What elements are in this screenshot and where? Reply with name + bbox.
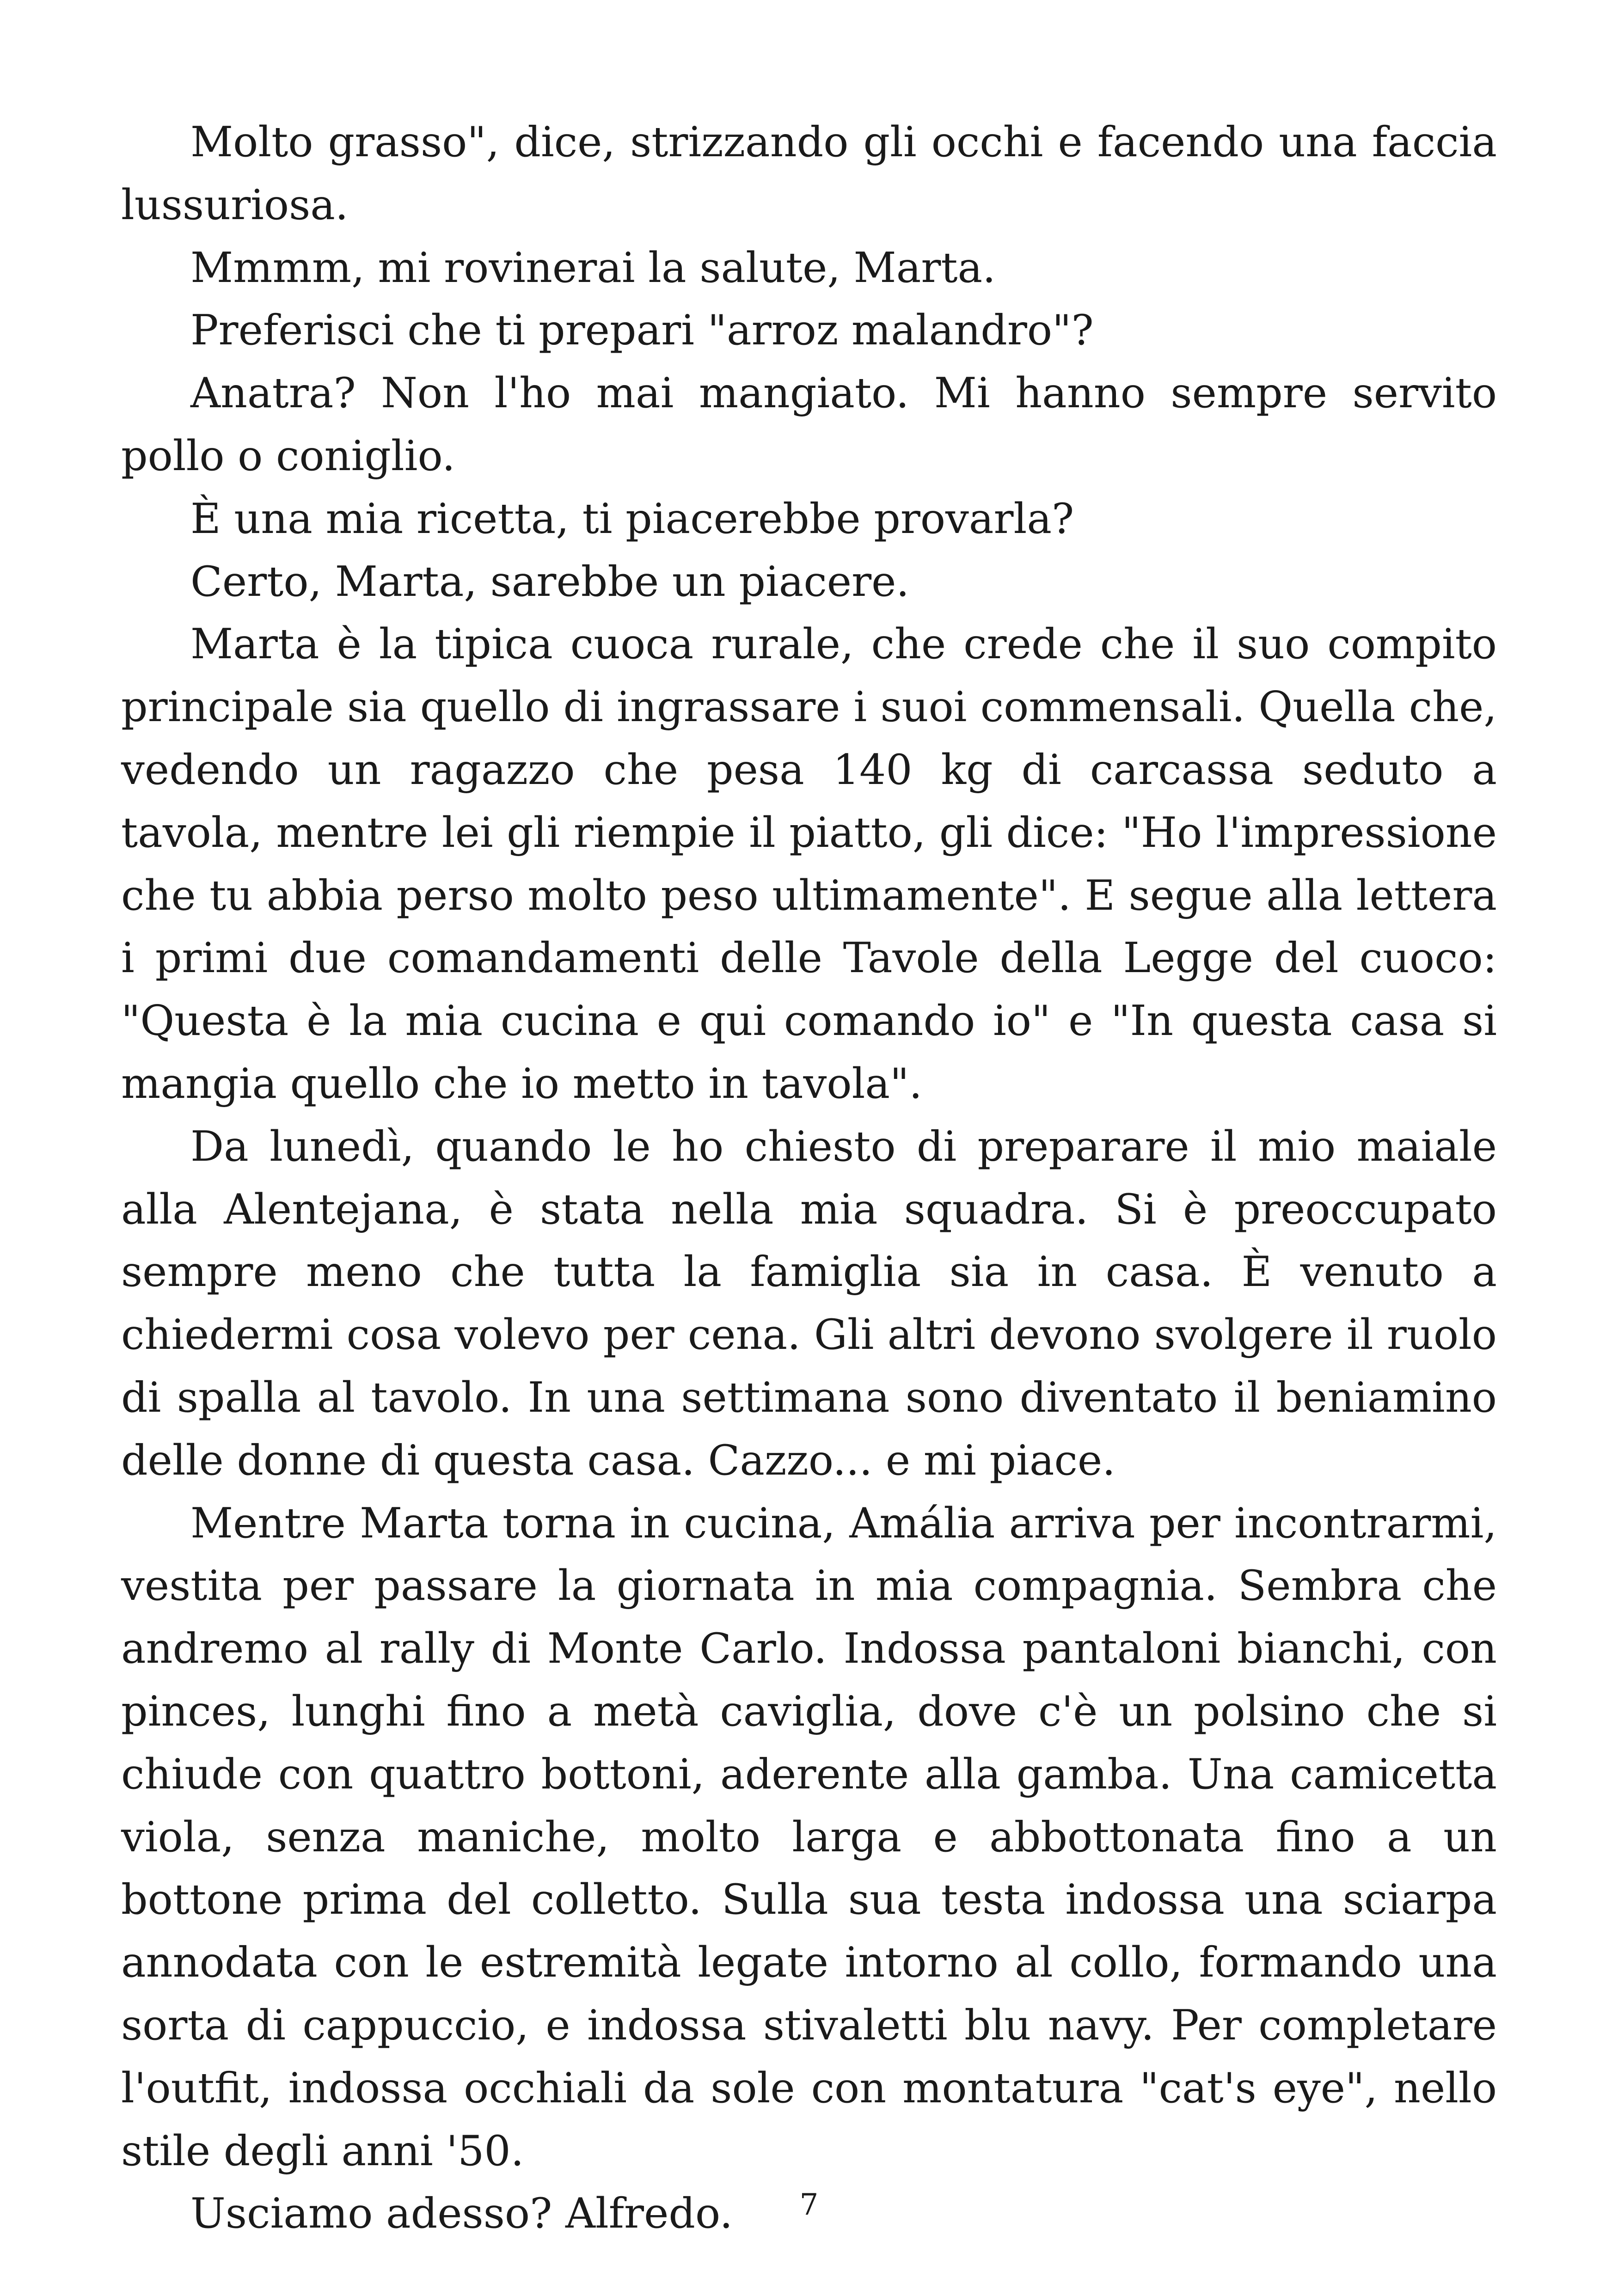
paragraph: Da lunedì, quando le ho chiesto di preparare il mio maiale alla Alentejana, è stata nella mia squadra. Si è preoccupato sempre meno che tutta la famiglia sia in casa. È venuto a chiedermi cosa volevo per cena. Gli altri devono svolgere il ruolo di spalla al tavolo. In una settimana sono diventato il beniamino delle donne di questa casa. Cazzo... e mi piace. bbox=[121, 1122, 1497, 1485]
paragraph: Anatra? Non l'ho mai mangiato. Mi hanno sempre servito pollo o coniglio. bbox=[121, 369, 1497, 480]
paragraph: Usciamo adesso? Alfredo. bbox=[190, 2189, 733, 2238]
page-body bbox=[121, 111, 1497, 2245]
paragraph: È una mia ricetta, ti piacerebbe provarla? bbox=[190, 494, 1074, 543]
paragraph: Mmmm, mi rovinerai la salute, Marta. bbox=[190, 243, 996, 292]
paragraph: Molto grasso", dice, strizzando gli occhi e facendo una faccia lussuriosa. bbox=[121, 118, 1497, 229]
paragraph: Marta è la tipica cuoca rurale, che crede che il suo compito principale sia quello di ingrassare i suoi commensali. Quella che, vedendo un ragazzo che pesa 140 kg di carcassa seduto a tavola, mentre lei gli riempie il piatto, gli dice: "Ho l'impressione che tu abbia perso molto peso ultimamente". E segue alla lettera i primi due comandamenti delle Tavole della Legge del cuoco: "Questa è la mia cucina e qui comando io" e "In questa casa si mangia quello che io metto in tavola". bbox=[121, 620, 1497, 1108]
paragraph: Mentre Marta torna in cucina, Amália arriva per incontrarmi, vestita per passare la giornata in mia compagnia. Sembra che andremo al rally di Monte Carlo. Indossa pantaloni bianchi, con pinces, lunghi fino a metà caviglia, dove c'è un polsino che si chiude con quattro bottoni, aderente alla gamba. Una camicetta viola, senza maniche, molto larga e abbottonata fino a un bottone prima del colletto. Sulla sua testa indossa una sciarpa annodata con le estremità legate intorno al collo, formando una sorta di cappuccio, e indossa stivaletti blu navy. Per completare l'outfit, indossa occhiali da sole con montatura "cat's eye", nello stile degli anni '50. bbox=[121, 1499, 1497, 2175]
paragraph: Preferisci che ti prepari "arroz malandro"? bbox=[190, 306, 1094, 355]
paragraph: Certo, Marta, sarebbe un piacere. bbox=[190, 557, 909, 606]
page-number: 7 bbox=[799, 2188, 819, 2222]
